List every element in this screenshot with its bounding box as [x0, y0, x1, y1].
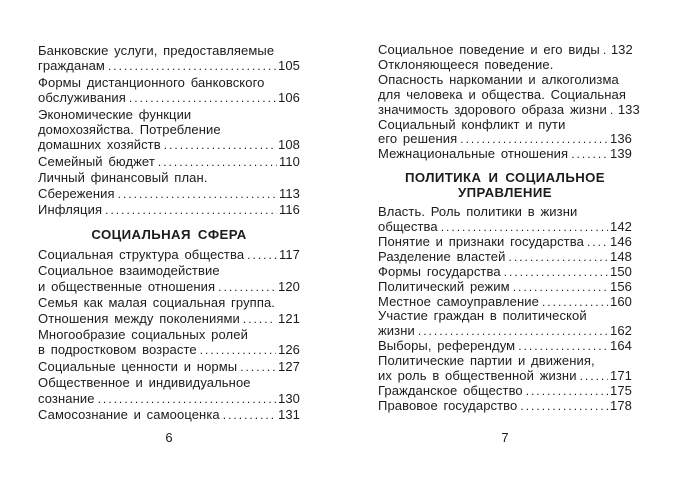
toc-entry-line: [38, 391, 300, 407]
toc-entry-line: [378, 250, 632, 265]
dot-leader: [504, 265, 608, 280]
toc-entry-line: Отклоняющееся поведение.: [378, 56, 554, 72]
toc-entry: [38, 202, 300, 218]
toc-entry: [38, 359, 300, 375]
toc-entry-page-ref: 126: [278, 342, 300, 358]
toc-entry-line: [378, 295, 632, 310]
toc-entry: [378, 280, 632, 295]
toc-entry-text: Понятие и признаки государства: [378, 233, 584, 249]
toc-entry-text: его решения: [378, 131, 458, 147]
toc-entry-page-ref: 121: [278, 310, 300, 326]
toc-entry-page-ref: 106: [278, 90, 300, 106]
toc-entry-page-ref: 160: [610, 293, 632, 309]
toc-entry-text: Формы государства: [378, 263, 501, 279]
toc-entry-line: [378, 220, 632, 235]
toc-entry-line: Социальный конфликт и пути: [378, 116, 566, 132]
toc-entry-page-ref: 110: [278, 153, 300, 169]
toc-entry-text: Социальная структура общества: [38, 246, 245, 262]
toc-entry-text: Самосознание и самооценка: [38, 406, 220, 422]
toc-entry-line: [38, 90, 300, 106]
toc-entry-line: [378, 339, 632, 354]
toc-entry-line: Экономические функции: [38, 106, 192, 122]
toc-entry-text: Семейный бюджет: [38, 153, 155, 169]
dot-leader: [223, 407, 276, 423]
toc-entry-line: [378, 384, 632, 399]
toc-entry-line: [378, 101, 640, 118]
page-number-left: 6: [165, 430, 173, 445]
toc-entry-line: Формы дистанционного банковского: [38, 74, 265, 90]
dot-leader: [200, 342, 276, 358]
toc-entry-text: Отношения между поколениями: [38, 310, 240, 326]
toc-entry-line: [38, 407, 300, 423]
toc-entry-text: Инфляция: [38, 202, 103, 218]
toc-entry-page-ref: 142: [610, 218, 632, 234]
toc-entry-line: [38, 137, 300, 153]
toc-entry-line: [38, 186, 300, 202]
toc-entry-text: в подростковом возрасте: [38, 342, 197, 358]
toc-entry-line: Общественное и индивидуальное: [38, 375, 251, 391]
toc-entry: [378, 339, 632, 354]
toc-entry-line: домохозяйства. Потребление: [38, 122, 221, 138]
toc-entry: [38, 75, 300, 107]
toc-entry-text: Межнациональные отношения: [378, 146, 569, 162]
toc-entry-line: [378, 132, 632, 147]
dot-leader: [418, 324, 608, 339]
toc-entry: [38, 375, 300, 407]
toc-entry: [378, 295, 632, 310]
toc-entry-page-ref: 156: [610, 278, 632, 294]
toc-entry: [38, 154, 300, 170]
toc-entry-text: общества: [378, 218, 438, 234]
toc-column-right: [378, 42, 640, 414]
dot-leader: [571, 147, 608, 162]
toc-entry-page-ref: 136: [610, 131, 632, 147]
dot-leader: [460, 132, 608, 147]
toc-entry: [378, 43, 632, 58]
toc-entry-line: Банковские услуги, предоставляемые: [38, 43, 275, 58]
toc-entry: [38, 407, 300, 423]
toc-entry-line: [38, 359, 300, 375]
toc-entry: [378, 354, 632, 384]
toc-entry: [378, 309, 632, 339]
toc-entry-line: Семья как малая социальная группа.: [38, 295, 275, 311]
toc-entry-text: Социальное поведение и его виды: [378, 42, 600, 57]
dot-leader: [247, 247, 277, 263]
toc-entry-page-ref: 139: [610, 146, 632, 162]
toc-entry-line: Многообразие социальных ролей: [38, 326, 248, 342]
toc-entry: [38, 170, 300, 202]
dot-leader: [129, 90, 276, 106]
toc-entry-text: Сбережения: [38, 185, 115, 201]
toc-entry-line: [378, 265, 632, 280]
toc-entry: [378, 399, 632, 414]
toc-entry-line: [38, 279, 300, 295]
dot-leader: [243, 311, 276, 327]
toc-entry-line: [38, 202, 300, 218]
toc-entry: [378, 56, 640, 118]
dot-leader: [520, 399, 608, 414]
dot-leader: [118, 186, 277, 202]
toc-entry-page-ref: 116: [278, 202, 300, 218]
toc-entry-line: [378, 324, 632, 339]
toc-entry-line: Социальное взаимодействие: [38, 263, 220, 279]
dot-leader: [98, 391, 276, 407]
toc-entry-line: [378, 235, 632, 250]
toc-entry-text: Политический режим: [378, 278, 510, 294]
toc-entry-line: [378, 43, 632, 58]
toc-entry-line: Власть. Роль политики в жизни: [378, 204, 578, 220]
dot-leader: [587, 235, 608, 250]
toc-entry-line: [378, 147, 632, 162]
toc-entry-line: Опасность наркомании и алкоголизма: [378, 71, 619, 87]
toc-entry-text: жизни: [378, 323, 415, 339]
toc-entry-text: гражданам: [38, 58, 105, 74]
toc-entry-page-ref: 117: [278, 246, 300, 262]
section-heading: ПОЛИТИКА И СОЦИАЛЬНОЕ УПРАВЛЕНИЕ: [404, 170, 605, 201]
dot-leader: [526, 384, 608, 399]
toc-entry: [38, 247, 300, 263]
toc-entry-line: [38, 311, 300, 327]
toc-entry-text: Социальные ценности и нормы: [38, 358, 238, 374]
toc-entry-text: Местное самоуправление: [378, 293, 539, 309]
dot-leader: [240, 359, 276, 375]
toc-column-left: [38, 43, 300, 423]
toc-entry-page-ref: 175: [610, 382, 632, 398]
section-heading: СОЦИАЛЬНАЯ СФЕРА: [91, 227, 247, 243]
toc-entry-page-ref: 171: [610, 368, 632, 384]
toc-entry-line: [38, 247, 300, 263]
dot-leader: [542, 295, 608, 310]
toc-entry-line: [38, 154, 300, 170]
toc-entry: [38, 327, 300, 359]
toc-entry-page-ref: 127: [278, 358, 300, 374]
toc-entry: [378, 384, 632, 399]
toc-entry-line: Политические партии и движения,: [378, 353, 595, 369]
toc-entry-line: [378, 280, 632, 295]
dot-leader: [441, 220, 608, 235]
toc-entry-page-ref: 105: [278, 58, 300, 74]
toc-entry-page-ref: 120: [278, 278, 300, 294]
toc-entry-page-ref: 150: [610, 263, 632, 279]
toc-entry: [38, 295, 300, 327]
toc-entry-text: Правовое государство: [378, 397, 518, 413]
dot-leader: [610, 103, 616, 118]
toc-entry-page-ref: 162: [610, 323, 632, 339]
dot-leader: [158, 154, 277, 170]
dot-leader: [108, 58, 276, 74]
toc-entry-line: [38, 342, 300, 358]
toc-entry-text: Выборы, референдум: [378, 338, 516, 354]
toc-entry: [378, 235, 632, 250]
toc-entry-text: обслуживания: [38, 90, 126, 106]
toc-entry-text: домашних хозяйств: [38, 137, 161, 153]
toc-entry-line: Участие граждан в политической: [378, 308, 587, 324]
toc-entry: [378, 250, 632, 265]
toc-entry: [378, 205, 632, 235]
toc-entry-page-ref: 108: [278, 137, 300, 153]
toc-entry: [378, 265, 632, 280]
toc-entry: [378, 147, 632, 162]
page-number-right: 7: [501, 430, 509, 445]
toc-entry-line: [38, 58, 300, 74]
toc-entry-text: их роль в общественной жизни: [378, 368, 577, 384]
toc-entry-page-ref: 146: [610, 233, 632, 249]
dot-leader: [164, 137, 276, 153]
dot-leader: [580, 369, 608, 384]
toc-entry-line: [378, 369, 632, 384]
toc-entry-page-ref: 130: [278, 390, 300, 406]
dot-leader: [509, 250, 608, 265]
toc-entry-page-ref: 178: [610, 397, 632, 413]
dot-leader: [513, 280, 608, 295]
toc-entry-text: Разделение властей: [378, 248, 506, 264]
toc-entry-line: Личный финансовый план.: [38, 170, 208, 186]
toc-entry: [38, 107, 300, 154]
toc-entry-page-ref: 133: [617, 101, 640, 117]
dot-leader: [518, 339, 608, 354]
toc-entry-text: и общественные отношения: [38, 278, 216, 294]
toc-entry-page-ref: 131: [278, 406, 300, 422]
dot-leader: [603, 43, 609, 58]
toc-entry-text: Гражданское общество: [378, 382, 523, 398]
toc-entry-page-ref: 164: [610, 338, 632, 354]
toc-entry-page-ref: 113: [278, 185, 300, 201]
dot-leader: [218, 279, 276, 295]
toc-entry: [378, 118, 632, 148]
toc-entry-page-ref: 132: [610, 42, 633, 57]
toc-entry-line: [378, 399, 632, 414]
toc-entry: [38, 263, 300, 295]
toc-entry: [38, 43, 300, 75]
toc-entry-text: сознание: [38, 390, 95, 406]
toc-entry-line: для человека и общества. Социальная: [378, 86, 627, 102]
toc-entry-page-ref: 148: [610, 248, 632, 264]
toc-entry-text: значимость здорового образа жизни: [378, 101, 607, 117]
dot-leader: [105, 202, 277, 218]
